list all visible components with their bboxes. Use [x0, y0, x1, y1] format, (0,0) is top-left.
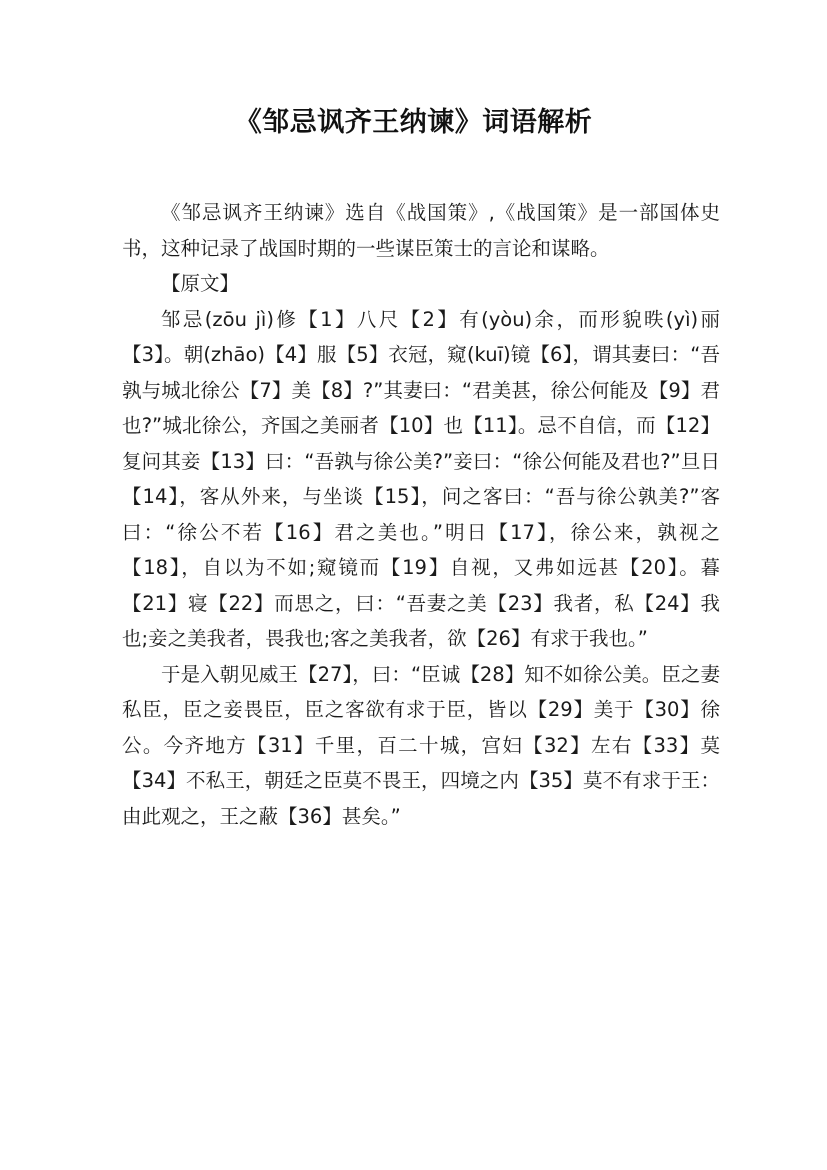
page-title: 《邹忌讽齐王纳谏》词语解析: [234, 107, 593, 138]
document-body: [122, 195, 720, 834]
original-text-paragraph-2: 于是入朝见威王【27】，曰：“臣诚【28】知不如徐公美。臣之妻私臣，臣之妾畏臣，臣之客欲有求于臣，皆以【29】美于【30】徐公。今齐地方【31】千里，百二十城，宫妇【32】左右【33】莫【34】不私王，朝廷之臣莫不畏王，四境之内【35】莫不有求于王：由此观之，王之蔽【36】甚矣。”: [122, 662, 720, 828]
original-text-paragraph-1: 邹忌(zōu jì)修【1】八尺【2】有(yòu)余，而形貌昳(yì)丽【3】。朝(zhāo)【4】服【5】衣冠，窥(kuī)镜【6】，谓其妻曰：“吾孰与城北徐公【7】美【8】?”其妻曰：“君美甚，徐公何能及【9】君也?”城北徐公，齐国之美丽者【10】也【11】。忌不自信，而【12】复问其妾【13】曰：“吾孰与徐公美?”妾曰：“徐公何能及君也?”旦日【14】，客从外来，与坐谈【15】，问之客曰：“吾与徐公孰美?”客曰：“徐公不若【16】君之美也。”明日【17】，徐公来，孰视之【18】，自以为不如;窥镜而【19】自视，又弗如远甚【20】。暮【21】寝【22】而思之，曰：“吾妻之美【23】我者，私【24】我也;妾之美我者，畏我也;客之美我者，欲【26】有求于我也。”: [122, 307, 720, 650]
intro-paragraph: 《邹忌讽齐王纳谏》选自《战国策》,《战国策》是一部国体史书，这种记录了战国时期的一些谋臣策士的言论和谋略。: [122, 201, 720, 260]
section-heading-original-text: 【原文】: [161, 272, 240, 295]
